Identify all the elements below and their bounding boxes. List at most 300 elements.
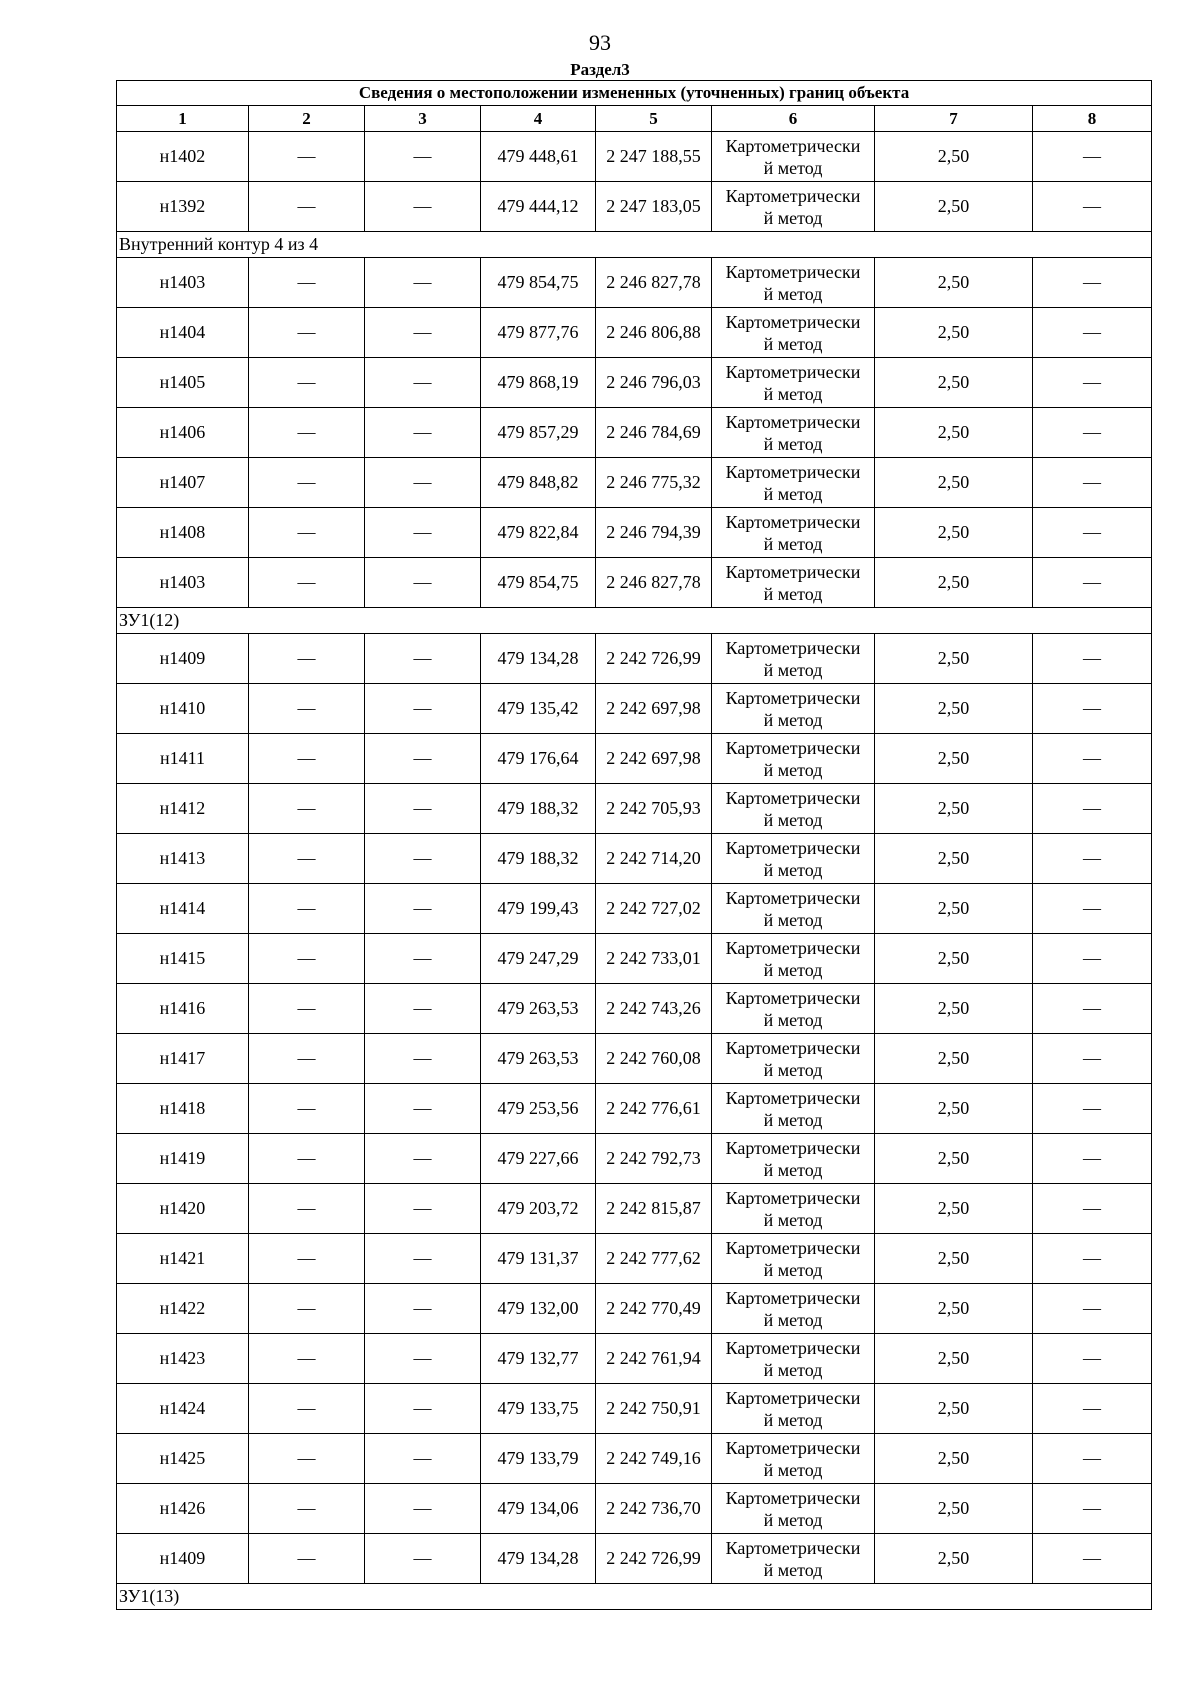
method-line-2: й метод [763,909,823,930]
method [712,634,875,684]
column-3-value: — [365,1484,481,1534]
column-2-value: — [249,258,365,308]
coordinate-y: 2 242 733,01 [596,934,712,984]
column-3-value: — [365,884,481,934]
coordinate-y: 2 246 796,03 [596,358,712,408]
method [712,508,875,558]
table-caption: Сведения о местоположении измененных (уточненных) границ объекта [117,81,1152,106]
column-8-value: — [1033,634,1152,684]
table-row [117,934,1152,984]
method-line-1: Картометрически [725,1437,861,1458]
table-row [117,1284,1152,1334]
method [712,258,875,308]
coordinate-x: 479 134,28 [481,634,596,684]
coordinate-y: 2 246 827,78 [596,558,712,608]
accuracy: 2,50 [875,834,1033,884]
method-line-1: Картометрически [725,1337,861,1358]
accuracy: 2,50 [875,258,1033,308]
accuracy: 2,50 [875,458,1033,508]
method [712,358,875,408]
coordinate-x: 479 133,79 [481,1434,596,1484]
coordinate-y: 2 242 697,98 [596,684,712,734]
method-line-2: й метод [763,1159,823,1180]
point-name: н1403 [117,558,249,608]
method-line-1: Картометрически [725,1537,861,1558]
method-line-1: Картометрически [725,1237,861,1258]
method [712,784,875,834]
column-8-value: — [1033,1084,1152,1134]
method-line-1: Картометрически [725,1487,861,1508]
coordinate-y: 2 242 705,93 [596,784,712,834]
coordinate-y: 2 242 760,08 [596,1034,712,1084]
method-line-2: й метод [763,1209,823,1230]
method-line-2: й метод [763,1509,823,1530]
point-name: н1402 [117,132,249,182]
method-line-2: й метод [763,1309,823,1330]
column-8-value: — [1033,1484,1152,1534]
point-name: н1416 [117,984,249,1034]
coordinate-y: 2 242 726,99 [596,634,712,684]
method-line-1: Картометрически [725,311,861,332]
coordinate-x: 479 253,56 [481,1084,596,1134]
method [712,1034,875,1084]
method-line-1: Картометрически [725,1387,861,1408]
column-8-value: — [1033,408,1152,458]
contour-group-label: ЗУ1(12) [117,608,1152,634]
point-name: н1410 [117,684,249,734]
table-row [117,1484,1152,1534]
accuracy: 2,50 [875,1434,1033,1484]
column-number: 4 [481,106,596,132]
column-2-value: — [249,784,365,834]
method [712,1084,875,1134]
method-line-1: Картометрически [725,461,861,482]
column-8-value: — [1033,1134,1152,1184]
column-8-value: — [1033,884,1152,934]
point-name: н1417 [117,1034,249,1084]
accuracy: 2,50 [875,182,1033,232]
method [712,734,875,784]
method [712,934,875,984]
method-line-2: й метод [763,859,823,880]
column-8-value: — [1033,1534,1152,1584]
method-line-2: й метод [763,709,823,730]
accuracy: 2,50 [875,308,1033,358]
coordinate-x: 479 133,75 [481,1384,596,1434]
column-3-value: — [365,308,481,358]
coordinate-x: 479 868,19 [481,358,596,408]
method-line-2: й метод [763,1009,823,1030]
column-8-value: — [1033,934,1152,984]
accuracy: 2,50 [875,558,1033,608]
coordinate-y: 2 242 792,73 [596,1134,712,1184]
table-caption-row [117,81,1152,106]
method-line-1: Картометрически [725,637,861,658]
contour-group-label: ЗУ1(13) [117,1584,1152,1610]
method-line-2: й метод [763,157,823,178]
table-row [117,408,1152,458]
method-line-2: й метод [763,1409,823,1430]
column-2-value: — [249,558,365,608]
coordinate-x: 479 131,37 [481,1234,596,1284]
column-2-value: — [249,1434,365,1484]
accuracy: 2,50 [875,1234,1033,1284]
table-row [117,1184,1152,1234]
column-3-value: — [365,684,481,734]
method [712,1184,875,1234]
column-2-value: — [249,508,365,558]
accuracy: 2,50 [875,1184,1033,1234]
column-2-value: — [249,1334,365,1384]
column-3-value: — [365,1184,481,1234]
column-3-value: — [365,734,481,784]
page-number: 93 [589,30,611,55]
column-number: 6 [712,106,875,132]
column-8-value: — [1033,1284,1152,1334]
column-2-value: — [249,358,365,408]
column-3-value: — [365,634,481,684]
method [712,408,875,458]
column-3-value: — [365,1234,481,1284]
point-name: н1418 [117,1084,249,1134]
method-line-1: Картометрически [725,1087,861,1108]
table-row [117,508,1152,558]
column-8-value: — [1033,1334,1152,1384]
point-name: н1404 [117,308,249,358]
coordinate-y: 2 242 770,49 [596,1284,712,1334]
column-8-value: — [1033,558,1152,608]
coordinate-x: 479 134,06 [481,1484,596,1534]
column-3-value: — [365,934,481,984]
table-row [117,1534,1152,1584]
point-name: н1423 [117,1334,249,1384]
accuracy: 2,50 [875,1034,1033,1084]
point-name: н1420 [117,1184,249,1234]
coordinate-x: 479 848,82 [481,458,596,508]
column-3-value: — [365,984,481,1034]
column-3-value: — [365,1284,481,1334]
column-8-value: — [1033,132,1152,182]
column-2-value: — [249,1034,365,1084]
method [712,308,875,358]
column-number: 8 [1033,106,1152,132]
accuracy: 2,50 [875,784,1033,834]
method [712,984,875,1034]
accuracy: 2,50 [875,884,1033,934]
coordinate-x: 479 247,29 [481,934,596,984]
method-line-1: Картометрически [725,361,861,382]
table-row [117,634,1152,684]
accuracy: 2,50 [875,1484,1033,1534]
column-3-value: — [365,1334,481,1384]
column-8-value: — [1033,358,1152,408]
boundary-coordinates-table [116,80,1152,1610]
coordinate-x: 479 444,12 [481,182,596,232]
column-8-value: — [1033,784,1152,834]
method-line-2: й метод [763,1559,823,1580]
coordinate-x: 479 199,43 [481,884,596,934]
column-3-value: — [365,784,481,834]
method-line-2: й метод [763,583,823,604]
table-row [117,884,1152,934]
table-row [117,784,1152,834]
column-3-value: — [365,458,481,508]
method [712,1534,875,1584]
method-line-2: й метод [763,1059,823,1080]
method-line-1: Картометрически [725,987,861,1008]
method-line-2: й метод [763,1109,823,1130]
coordinate-y: 2 242 761,94 [596,1334,712,1384]
method-line-2: й метод [763,1459,823,1480]
point-name: н1419 [117,1134,249,1184]
point-name: н1424 [117,1384,249,1434]
point-name: н1414 [117,884,249,934]
accuracy: 2,50 [875,1084,1033,1134]
column-3-value: — [365,1434,481,1484]
column-8-value: — [1033,984,1152,1034]
method [712,1384,875,1434]
column-2-value: — [249,684,365,734]
method-line-1: Картометрически [725,261,861,282]
accuracy: 2,50 [875,1134,1033,1184]
table-row [117,458,1152,508]
column-number: 5 [596,106,712,132]
coordinate-y: 2 246 784,69 [596,408,712,458]
point-name: н1412 [117,784,249,834]
column-3-value: — [365,508,481,558]
method-line-1: Картометрически [725,1287,861,1308]
coordinate-y: 2 242 714,20 [596,834,712,884]
method-line-2: й метод [763,283,823,304]
coordinate-x: 479 132,00 [481,1284,596,1334]
column-2-value: — [249,884,365,934]
table-row [117,684,1152,734]
method-line-1: Картометрически [725,687,861,708]
column-2-value: — [249,1134,365,1184]
method-line-2: й метод [763,959,823,980]
column-2-value: — [249,182,365,232]
table-row [117,1334,1152,1384]
column-8-value: — [1033,1034,1152,1084]
column-8-value: — [1033,1384,1152,1434]
method-line-1: Картометрически [725,737,861,758]
table-row [117,358,1152,408]
method-line-2: й метод [763,809,823,830]
column-8-value: — [1033,308,1152,358]
table-row [117,308,1152,358]
method-line-2: й метод [763,1359,823,1380]
point-name: н1409 [117,634,249,684]
method [712,884,875,934]
contour-group-row [117,232,1152,258]
method [712,1134,875,1184]
coordinate-x: 479 132,77 [481,1334,596,1384]
column-2-value: — [249,1084,365,1134]
method [712,182,875,232]
column-3-value: — [365,358,481,408]
column-2-value: — [249,1484,365,1534]
table-row [117,1384,1152,1434]
point-name: н1409 [117,1534,249,1584]
coordinate-x: 479 135,42 [481,684,596,734]
coordinate-y: 2 246 827,78 [596,258,712,308]
method-line-1: Картометрически [725,135,861,156]
column-number-row [117,106,1152,132]
contour-group-label: Внутренний контур 4 из 4 [117,232,1152,258]
coordinate-y: 2 242 815,87 [596,1184,712,1234]
point-name: н1392 [117,182,249,232]
accuracy: 2,50 [875,1284,1033,1334]
coordinate-y: 2 242 749,16 [596,1434,712,1484]
coordinate-y: 2 242 776,61 [596,1084,712,1134]
column-2-value: — [249,1234,365,1284]
point-name: н1415 [117,934,249,984]
column-2-value: — [249,408,365,458]
column-8-value: — [1033,684,1152,734]
method-line-2: й метод [763,383,823,404]
coordinate-x: 479 203,72 [481,1184,596,1234]
column-3-value: — [365,834,481,884]
column-3-value: — [365,1134,481,1184]
coordinate-y: 2 242 726,99 [596,1534,712,1584]
coordinate-x: 479 263,53 [481,984,596,1034]
method [712,1234,875,1284]
coordinate-y: 2 242 727,02 [596,884,712,934]
column-8-value: — [1033,1184,1152,1234]
column-2-value: — [249,634,365,684]
column-8-value: — [1033,1434,1152,1484]
column-2-value: — [249,458,365,508]
coordinate-y: 2 242 697,98 [596,734,712,784]
point-name: н1425 [117,1434,249,1484]
column-2-value: — [249,1184,365,1234]
point-name: н1413 [117,834,249,884]
coordinate-x: 479 448,61 [481,132,596,182]
contour-group-row [117,1584,1152,1610]
coordinate-x: 479 263,53 [481,1034,596,1084]
coordinate-x: 479 227,66 [481,1134,596,1184]
coordinate-y: 2 246 806,88 [596,308,712,358]
point-name: н1407 [117,458,249,508]
method [712,1334,875,1384]
table-row [117,558,1152,608]
method [712,558,875,608]
column-8-value: — [1033,182,1152,232]
accuracy: 2,50 [875,358,1033,408]
method-line-1: Картометрически [725,511,861,532]
coordinate-y: 2 242 736,70 [596,1484,712,1534]
coordinate-y: 2 242 777,62 [596,1234,712,1284]
method-line-1: Картометрически [725,937,861,958]
column-2-value: — [249,734,365,784]
table-row [117,182,1152,232]
column-3-value: — [365,1034,481,1084]
coordinate-x: 479 822,84 [481,508,596,558]
method [712,1284,875,1334]
method-line-1: Картометрически [725,1187,861,1208]
method-line-2: й метод [763,759,823,780]
accuracy: 2,50 [875,508,1033,558]
method-line-1: Картометрически [725,411,861,432]
point-name: н1422 [117,1284,249,1334]
method-line-2: й метод [763,207,823,228]
column-3-value: — [365,558,481,608]
accuracy: 2,50 [875,1384,1033,1434]
method-line-1: Картометрически [725,1137,861,1158]
column-3-value: — [365,132,481,182]
table-row [117,834,1152,884]
accuracy: 2,50 [875,684,1033,734]
method [712,1434,875,1484]
table-row [117,1234,1152,1284]
coordinate-x: 479 857,29 [481,408,596,458]
column-8-value: — [1033,734,1152,784]
column-2-value: — [249,984,365,1034]
accuracy: 2,50 [875,1334,1033,1384]
table-row [117,1434,1152,1484]
method-line-1: Картометрически [725,887,861,908]
column-2-value: — [249,1284,365,1334]
point-name: н1405 [117,358,249,408]
coordinate-y: 2 242 750,91 [596,1384,712,1434]
column-3-value: — [365,1084,481,1134]
column-2-value: — [249,1534,365,1584]
column-8-value: — [1033,508,1152,558]
method-line-2: й метод [763,533,823,554]
method [712,132,875,182]
table-row [117,1134,1152,1184]
accuracy: 2,50 [875,634,1033,684]
point-name: н1403 [117,258,249,308]
column-number: 7 [875,106,1033,132]
point-name: н1411 [117,734,249,784]
method [712,1484,875,1534]
method-line-2: й метод [763,1259,823,1280]
column-number: 3 [365,106,481,132]
column-2-value: — [249,834,365,884]
method-line-1: Картометрически [725,561,861,582]
column-2-value: — [249,132,365,182]
column-number: 2 [249,106,365,132]
accuracy: 2,50 [875,934,1033,984]
coordinate-x: 479 176,64 [481,734,596,784]
coordinate-x: 479 188,32 [481,834,596,884]
accuracy: 2,50 [875,734,1033,784]
coordinate-x: 479 877,76 [481,308,596,358]
table-row [117,1034,1152,1084]
method-line-2: й метод [763,433,823,454]
column-2-value: — [249,1384,365,1434]
method-line-2: й метод [763,483,823,504]
column-2-value: — [249,308,365,358]
method-line-1: Картометрически [725,185,861,206]
accuracy: 2,50 [875,408,1033,458]
column-8-value: — [1033,1234,1152,1284]
column-3-value: — [365,408,481,458]
section-title: Раздел3 [570,60,630,79]
table-row [117,1084,1152,1134]
column-8-value: — [1033,834,1152,884]
method-line-1: Картометрически [725,837,861,858]
column-8-value: — [1033,258,1152,308]
column-3-value: — [365,1384,481,1434]
coordinate-y: 2 246 775,32 [596,458,712,508]
method [712,834,875,884]
coordinate-y: 2 247 188,55 [596,132,712,182]
contour-group-row [117,608,1152,634]
coordinate-y: 2 247 183,05 [596,182,712,232]
coordinate-x: 479 854,75 [481,558,596,608]
